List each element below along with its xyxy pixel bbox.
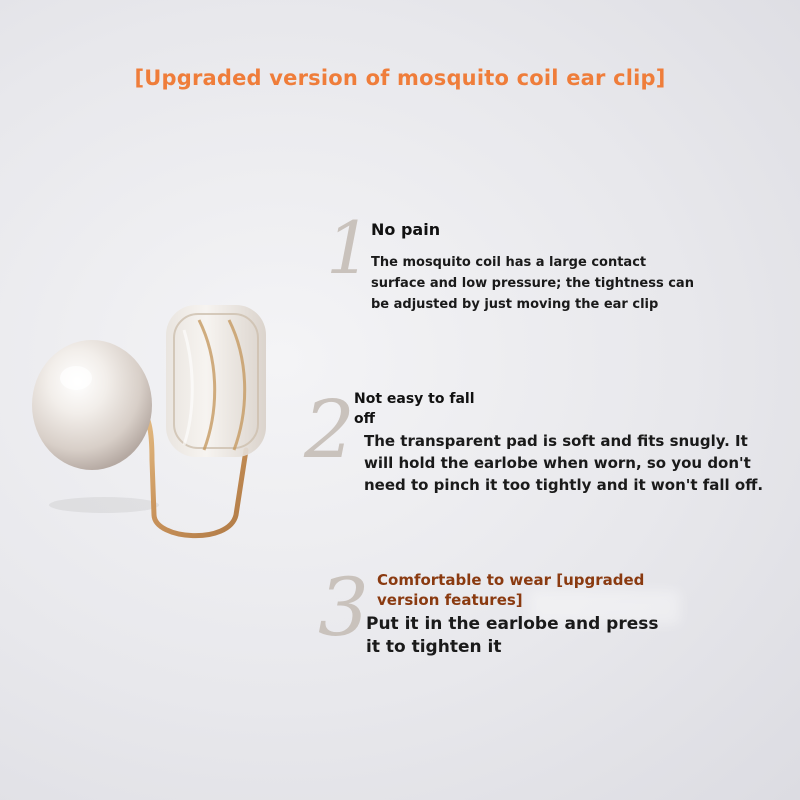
feature-1-description: The mosquito coil has a large contact surface and low pressure; the tightness can be adjusted by just moving the ear clip [371, 255, 694, 312]
feature-1-number: 1 [326, 206, 372, 290]
feature-3-description: Put it in the earlobe and press it to tighten it [366, 614, 659, 657]
feature-2-number: 2 [304, 383, 355, 476]
feature-3-number: 3 [318, 561, 369, 654]
ear-clip-illustration [24, 300, 284, 560]
page-title: [Upgraded version of mosquito coil ear clip] [134, 66, 666, 90]
pearl-icon [32, 340, 152, 470]
silicone-pad-icon [166, 305, 266, 457]
ear-clip-product-image [24, 300, 284, 560]
feature-2-description: The transparent pad is soft and fits snugly. It will hold the earlobe when worn, so you don't need to pinch it too tightly and it won't fall off. [364, 432, 764, 494]
feature-1-heading: No pain [371, 220, 441, 239]
feature-3-heading: Comfortable to wear [upgraded version features] [377, 571, 645, 609]
feature-2-heading: Not easy to fall off [354, 391, 475, 427]
